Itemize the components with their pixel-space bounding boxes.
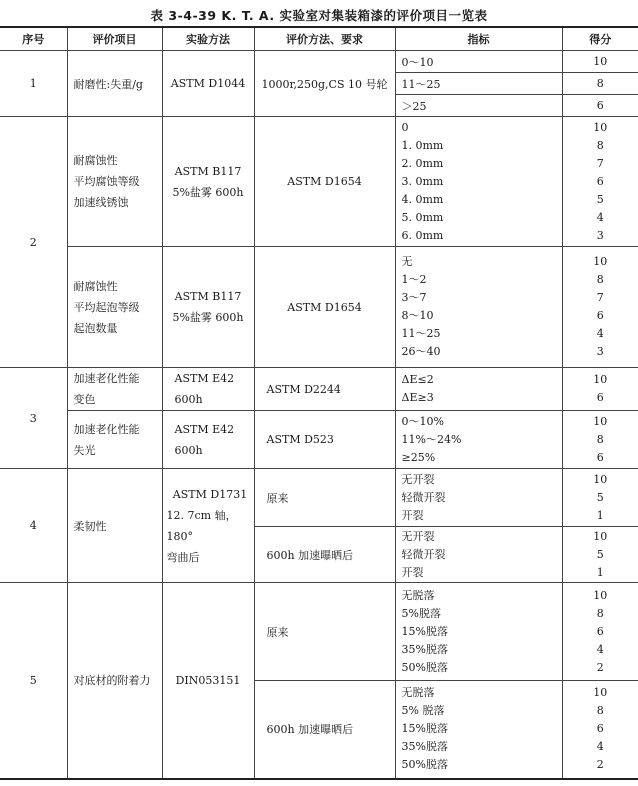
criteria: 3. 0mm [401, 174, 444, 188]
score: 10 [593, 529, 608, 543]
score: 6 [596, 391, 604, 404]
score-list [562, 527, 638, 583]
criteria: 5. 0mm [401, 210, 444, 224]
criteria: 50%脱落 [401, 660, 448, 674]
score: 2 [596, 758, 604, 772]
eval-requirement: ASTM D523 [254, 411, 395, 469]
header-item: 评价项目 [67, 27, 162, 51]
criteria: ≥25% [401, 450, 436, 464]
score: 10 [593, 120, 608, 134]
eval-item-line: 平均腐蚀等级 [73, 175, 140, 188]
test-method-line: ASTM B117 [174, 290, 242, 303]
evaluation-table [0, 26, 638, 780]
score-list [562, 583, 638, 681]
criteria: ΔE≥3 [401, 391, 434, 404]
criteria-list [395, 117, 562, 247]
test-method-line: 弯曲后 [166, 550, 200, 564]
eval-item-line: 加速线锈蚀 [73, 196, 129, 209]
score-list [562, 469, 638, 527]
criteria: 无 [401, 255, 413, 268]
eval-requirement: 600h 加速曝晒后 [254, 681, 395, 779]
score: 8 [596, 606, 604, 620]
test-method: ASTM D1044 [162, 51, 254, 117]
criteria-list [395, 527, 562, 583]
score: 6 [596, 174, 604, 188]
criteria: 35%脱落 [401, 642, 448, 656]
eval-item-line: 耐腐蚀性 [73, 154, 118, 167]
eval-item [67, 247, 162, 368]
eval-item: 对底材的附着力 [67, 583, 162, 779]
eval-item [67, 368, 162, 411]
criteria: 5% 脱落 [401, 704, 445, 718]
criteria: 11～25 [395, 73, 562, 95]
test-method [162, 368, 254, 411]
criteria: 11～25 [401, 327, 441, 340]
score: 10 [593, 472, 608, 486]
score: 6 [596, 450, 604, 464]
criteria: 4. 0mm [401, 192, 444, 206]
eval-item-line: 失光 [73, 443, 96, 457]
header-row [0, 27, 638, 51]
score: 6 [596, 624, 604, 638]
test-method [162, 117, 254, 247]
criteria: 轻微开裂 [401, 490, 446, 504]
group-no: 1 [0, 51, 67, 117]
criteria: ΔE≤2 [401, 373, 434, 386]
header-criteria: 指标 [395, 27, 562, 51]
criteria: 8～10 [401, 309, 434, 322]
score: 10 [593, 588, 608, 602]
eval-requirement: ASTM D2244 [254, 368, 395, 411]
criteria-list [395, 681, 562, 779]
table-row [0, 411, 638, 469]
eval-item [67, 411, 162, 469]
criteria: 无开裂 [401, 529, 435, 543]
eval-requirement: 原来 [254, 583, 395, 681]
criteria: 无脱落 [401, 588, 435, 602]
group-no: 3 [0, 368, 67, 469]
score: 8 [596, 432, 604, 446]
score: 10 [562, 51, 638, 73]
eval-item-line: 起泡数量 [73, 321, 118, 335]
score-list [562, 117, 638, 247]
score: 4 [596, 210, 604, 224]
criteria: 15%脱落 [401, 624, 448, 638]
score: 6 [596, 309, 604, 322]
test-method: DIN053151 [162, 583, 254, 779]
table-title: 表 3-4-39 K. T. A. 实验室对集装箱漆的评价项目一览表 [150, 8, 488, 23]
test-method-line: 600h [174, 393, 203, 406]
table-row [0, 583, 638, 681]
header-no: 序号 [0, 27, 67, 51]
criteria-list [395, 583, 562, 681]
criteria: 15%脱落 [401, 722, 448, 736]
criteria: 1～2 [401, 273, 427, 286]
score-list [562, 247, 638, 368]
table-row [0, 469, 638, 527]
score: 5 [596, 490, 604, 504]
eval-item-line: 加速老化性能 [73, 422, 140, 436]
test-method [162, 469, 254, 583]
score: 1 [596, 565, 604, 579]
test-method-line: ASTM E42 [174, 372, 235, 385]
table-row [0, 368, 638, 411]
eval-item-line: 耐腐蚀性 [73, 279, 118, 293]
group-no: 5 [0, 583, 67, 779]
eval-item-line: 平均起泡等级 [73, 300, 140, 314]
criteria: 50%脱落 [401, 758, 448, 772]
criteria-list [395, 368, 562, 411]
score: 6 [596, 722, 604, 736]
test-method-line: 5%盐雾 600h [172, 185, 244, 199]
criteria: 11%～24% [401, 432, 462, 446]
test-method [162, 247, 254, 368]
score: 4 [596, 642, 604, 656]
score: 3 [596, 228, 604, 242]
criteria: 开裂 [401, 565, 424, 579]
score: 5 [596, 192, 604, 206]
criteria-list [395, 469, 562, 527]
criteria: 3～7 [401, 291, 427, 304]
criteria: ＞25 [395, 95, 562, 117]
criteria: 0 [401, 120, 409, 134]
criteria: 轻微开裂 [401, 547, 446, 561]
eval-requirement: ASTM D1654 [254, 117, 395, 247]
criteria: 1. 0mm [401, 138, 444, 152]
score: 8 [562, 73, 638, 95]
eval-requirement: 1000r,250g,CS 10 号轮 [254, 51, 395, 117]
test-method-line: ASTM B117 [174, 164, 242, 178]
table-row [0, 247, 638, 368]
test-method [162, 411, 254, 469]
table-row [0, 117, 638, 247]
criteria: 开裂 [401, 508, 424, 522]
eval-item: 柔韧性 [67, 469, 162, 583]
score: 7 [596, 156, 604, 170]
eval-requirement: ASTM D1654 [254, 247, 395, 368]
score: 2 [596, 660, 604, 674]
eval-item: 耐磨性:失重/g [67, 51, 162, 117]
criteria-list [395, 411, 562, 469]
score: 1 [596, 508, 604, 522]
group-no: 2 [0, 117, 67, 368]
test-method-line: 12. 7cm 轴，180° [166, 508, 237, 543]
score: 8 [596, 273, 604, 286]
header-score: 得分 [562, 27, 638, 51]
score: 10 [593, 686, 608, 700]
header-method: 实验方法 [162, 27, 254, 51]
criteria: 2. 0mm [401, 156, 444, 170]
criteria: 无脱落 [401, 686, 435, 700]
score: 5 [596, 547, 604, 561]
eval-item-line: 加速老化性能 [73, 372, 140, 385]
criteria: 无开裂 [401, 472, 435, 486]
score: 4 [596, 327, 604, 340]
score: 3 [596, 345, 604, 358]
score: 10 [593, 255, 608, 268]
test-method-line: 5%盐雾 600h [172, 311, 244, 324]
criteria-list [395, 247, 562, 368]
eval-item-line: 变色 [73, 393, 96, 406]
header-eval: 评价方法、要求 [254, 27, 395, 51]
test-method-line: ASTM D1731 [172, 487, 248, 501]
score: 8 [596, 704, 604, 718]
criteria: 35%脱落 [401, 740, 448, 754]
criteria: 26～40 [401, 345, 441, 358]
criteria: 0～10 [395, 51, 562, 73]
table-row [0, 51, 638, 73]
test-method-line: ASTM E42 [174, 422, 235, 436]
criteria: 6. 0mm [401, 228, 444, 242]
score: 10 [593, 414, 608, 428]
criteria: 0～10% [401, 414, 444, 428]
score: 6 [562, 95, 638, 117]
score-list [562, 411, 638, 469]
score-list [562, 368, 638, 411]
eval-requirement: 600h 加速曝晒后 [254, 527, 395, 583]
criteria: 5%脱落 [401, 606, 441, 620]
eval-item [67, 117, 162, 247]
score: 8 [596, 138, 604, 152]
score-list [562, 681, 638, 779]
group-no: 4 [0, 469, 67, 583]
score: 4 [596, 740, 604, 754]
test-method-line: 600h [174, 443, 203, 457]
score: 10 [593, 373, 608, 386]
eval-requirement: 原来 [254, 469, 395, 527]
score: 7 [596, 291, 604, 304]
